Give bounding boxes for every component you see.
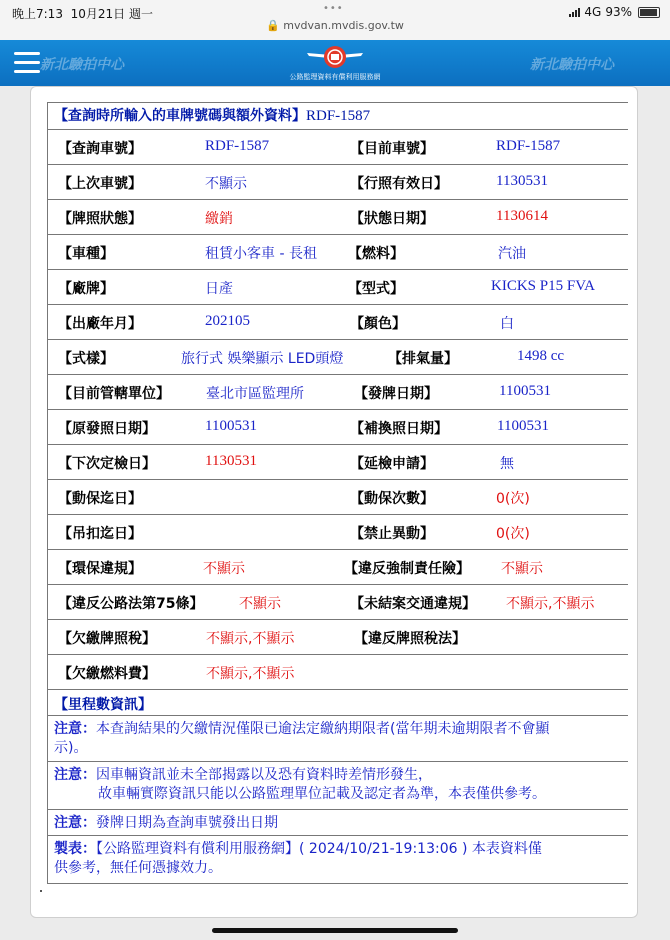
home-indicator[interactable] xyxy=(212,928,458,933)
row-label: 【違反牌照稅法】 xyxy=(354,631,466,647)
row-value: 不顯示 xyxy=(205,176,247,192)
status-indicators xyxy=(569,5,660,19)
table-row xyxy=(47,375,628,410)
row-label: 【式樣】 xyxy=(58,351,114,367)
row-value: 臺北市區監理所 xyxy=(206,386,304,402)
table-row xyxy=(47,445,628,480)
row-value: 不顯示,不顯示 xyxy=(206,631,295,647)
note-label: 注意： xyxy=(54,767,96,783)
site-logo-icon xyxy=(305,43,365,73)
row-value: 不顯示 xyxy=(239,596,281,612)
row-label: 【欠繳燃料費】 xyxy=(58,666,156,682)
table-row xyxy=(47,305,628,340)
row-value: 旅行式 娛樂顯示 LED頭燈 xyxy=(181,351,344,367)
note-label: 製表： xyxy=(54,841,96,857)
row-label: 【違反強制責任險】 xyxy=(344,561,470,577)
row-value: 1100531 xyxy=(205,418,257,434)
row-label: 【未結案交通違規】 xyxy=(350,596,476,612)
row-label: 【目前車號】 xyxy=(350,141,434,157)
row-label: 【上次車號】 xyxy=(58,176,142,192)
note-text: 因車輛資訊並未全部揭露以及恐有資料時差情形發生， xyxy=(96,767,432,783)
row-value: RDF-1587 xyxy=(205,138,270,154)
table-row xyxy=(47,515,628,550)
table-row xyxy=(47,410,628,445)
row-label: 【禁止異動】 xyxy=(350,526,434,542)
row-label: 【廠牌】 xyxy=(58,281,114,297)
row-value: 1130531 xyxy=(496,173,548,189)
row-value: 1130614 xyxy=(496,208,548,224)
note-text-cont: 示)。 xyxy=(54,740,88,756)
row-label: 【違反公路法第75條】 xyxy=(58,596,204,612)
row-value: 1130531 xyxy=(205,453,257,469)
table-row xyxy=(47,340,628,375)
row-value: 白 xyxy=(500,316,514,332)
row-value: RDF-1587 xyxy=(496,138,561,154)
site-name: 公路監理資料有償利用服務網 xyxy=(289,73,381,81)
row-label: 【原發照日期】 xyxy=(58,421,156,437)
row-value: 無 xyxy=(500,456,514,472)
row-label: 【查詢車號】 xyxy=(58,141,142,157)
row-label: 【燃料】 xyxy=(348,246,404,262)
watermark-right: 新北驗拍中心 xyxy=(530,57,614,73)
row-label: 【下次定檢日】 xyxy=(58,456,156,472)
note-text: 【公路監理資料有償利用服務網】( 2024/10/21-19:13:06 ) 本表資料僅 xyxy=(96,841,542,857)
watermark-left: 新北驗拍中心 xyxy=(40,57,124,73)
row-label: 【牌照狀態】 xyxy=(58,211,142,227)
row-value: 不顯示,不顯示 xyxy=(206,666,295,682)
table-row xyxy=(47,165,628,200)
table-row xyxy=(47,655,628,690)
table-row xyxy=(47,200,628,235)
note-arrears xyxy=(47,716,628,762)
row-value: 汽油 xyxy=(498,246,526,262)
query-plate: RDF-1587 xyxy=(306,108,371,124)
row-label: 【吊扣迄日】 xyxy=(58,526,142,542)
signal-icon xyxy=(569,8,580,17)
row-label: 【車種】 xyxy=(58,246,114,262)
note-generated xyxy=(47,836,628,884)
query-title-row xyxy=(47,102,628,130)
table-row xyxy=(47,550,628,585)
row-label: 【型式】 xyxy=(348,281,404,297)
table-row xyxy=(47,480,628,515)
row-value: 不顯示 xyxy=(203,561,245,577)
status-bar xyxy=(0,0,670,40)
note-label: 注意： xyxy=(54,721,96,737)
network-type: 4G xyxy=(584,5,602,19)
table-row xyxy=(47,130,628,165)
status-time: 晚上7:13 xyxy=(12,7,63,21)
row-label: 【排氣量】 xyxy=(388,351,458,367)
note-label: 注意： xyxy=(54,815,96,831)
row-value: 日產 xyxy=(205,281,233,297)
row-label: 【出廠年月】 xyxy=(58,316,142,332)
row-label: 【目前管轄單位】 xyxy=(58,386,170,402)
row-value: 繳銷 xyxy=(205,211,233,227)
row-value: 不顯示,不顯示 xyxy=(506,596,595,612)
row-label: 【欠繳牌照稅】 xyxy=(58,631,156,647)
multitask-dots-icon[interactable]: ••• xyxy=(323,3,344,14)
row-value: 1498 cc xyxy=(517,348,565,364)
row-label: 【行照有效日】 xyxy=(350,176,448,192)
row-label: 【動保次數】 xyxy=(350,491,434,507)
row-value: KICKS P15 FVA xyxy=(491,278,595,294)
row-label: 【環保違規】 xyxy=(58,561,142,577)
note-text-cont: 供參考，無任何憑據效力。 xyxy=(54,860,222,876)
row-value: 202105 xyxy=(205,313,250,329)
note-text: 本查詢結果的欠繳情況僅限已逾法定繳納期限者(當年期未逾期限者不會顯 xyxy=(96,721,550,737)
mileage-section-title: 【里程數資訊】 xyxy=(47,690,628,716)
table-row xyxy=(47,270,628,305)
table-row xyxy=(47,585,628,620)
row-label: 【延檢申請】 xyxy=(350,456,434,472)
note-text: 發牌日期為查詢車號發出日期 xyxy=(96,815,278,831)
address-bar[interactable]: 🔒 mvdvan.mvdis.gov.tw xyxy=(266,19,404,32)
status-date: 10月21日 週一 xyxy=(70,7,153,21)
menu-icon[interactable] xyxy=(14,52,40,74)
query-title: 【查詢時所輸入的車牌號碼與額外資料】 xyxy=(54,108,306,124)
row-label: 【動保迄日】 xyxy=(58,491,142,507)
row-value: 租賃小客車 - 長租 xyxy=(205,246,317,262)
note-text-cont: 故車輛實際資訊只能以公路監理單位記載及認定者為準，本表僅供參考。 xyxy=(98,786,546,802)
row-label: 【顏色】 xyxy=(350,316,406,332)
vehicle-info-table xyxy=(47,102,628,884)
note-data-accuracy xyxy=(47,762,628,810)
table-row xyxy=(47,235,628,270)
row-value: 0(次) xyxy=(496,526,530,542)
stray-dot xyxy=(40,890,42,892)
table-row xyxy=(47,620,628,655)
row-label: 【發牌日期】 xyxy=(354,386,438,402)
note-issue-date xyxy=(47,810,628,836)
row-value: 1100531 xyxy=(497,418,549,434)
row-label: 【狀態日期】 xyxy=(350,211,434,227)
row-value: 1100531 xyxy=(499,383,551,399)
row-value: 不顯示 xyxy=(501,561,543,577)
row-label: 【補換照日期】 xyxy=(350,421,448,437)
battery-percent: 93% xyxy=(605,5,632,19)
site-header xyxy=(0,40,670,86)
battery-icon xyxy=(638,7,660,18)
row-value: 0(次) xyxy=(496,491,530,507)
url-text: mvdvan.mvdis.gov.tw xyxy=(283,19,404,32)
